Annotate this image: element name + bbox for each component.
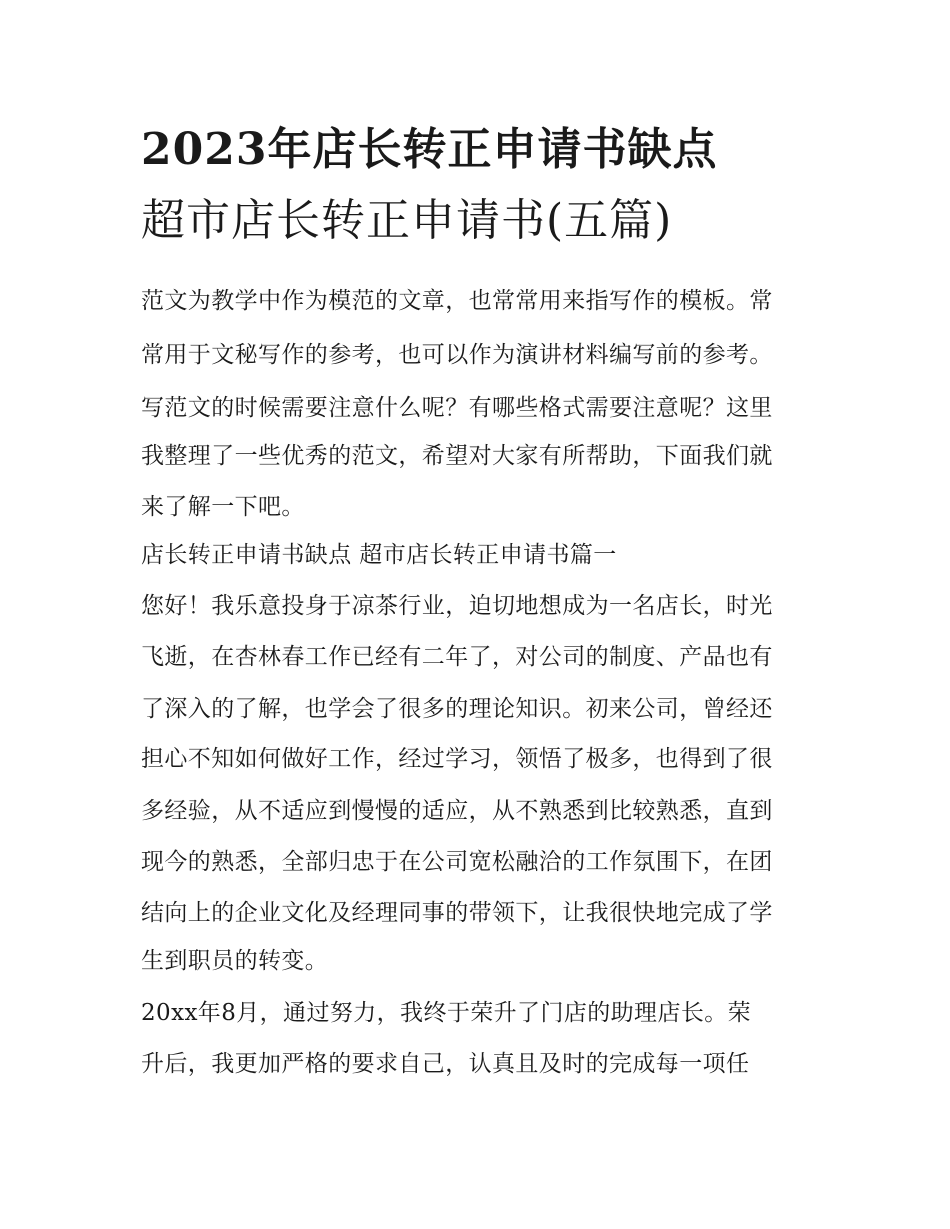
paragraph-line: 了深入的了解，也学会了很多的理论知识。初来公司，曾经还 (141, 696, 773, 722)
document-title-line-1: 2023年店长转正申请书缺点 (141, 124, 718, 175)
paragraph-line: 常用于文秘写作的参考，也可以作为演讲材料编写前的参考。 (141, 342, 773, 368)
paragraph-line: 20xx年8月，通过努力，我终于荣升了门店的助理店长。荣 (141, 1000, 752, 1026)
paragraph-line: 结向上的企业文化及经理同事的带领下，让我很快地完成了学 (141, 900, 773, 926)
paragraph-line: 来了解一下吧。 (141, 494, 305, 520)
paragraph-line: 升后，我更加严格的要求自己，认真且及时的完成每一项任 (141, 1051, 750, 1077)
paragraph-line: 您好！我乐意投身于凉茶行业，迫切地想成为一名店长，时光 (141, 593, 773, 619)
section-heading: 店长转正申请书缺点 超市店长转正申请书篇一 (141, 542, 617, 568)
paragraph-line: 现今的熟悉，全部归忠于在公司宽松融洽的工作氛围下，在团 (141, 849, 773, 875)
paragraph-line: 生到职员的转变。 (141, 948, 329, 974)
paragraph-line: 多经验，从不适应到慢慢的适应，从不熟悉到比较熟悉，直到 (141, 798, 773, 824)
paragraph-line: 写范文的时候需要注意什么呢？有哪些格式需要注意呢？这里 (141, 395, 773, 421)
paragraph-line: 范文为教学中作为模范的文章，也常常用来指写作的模板。常 (141, 288, 773, 314)
document-title-line-2: 超市店长转正申请书(五篇) (141, 195, 673, 246)
paragraph-line: 飞逝，在杏林春工作已经有二年了，对公司的制度、产品也有 (141, 644, 773, 670)
paragraph-line: 担心不知如何做好工作，经过学习，领悟了极多，也得到了很 (141, 746, 773, 772)
paragraph-line: 我整理了一些优秀的范文，希望对大家有所帮助，下面我们就 (141, 443, 773, 469)
